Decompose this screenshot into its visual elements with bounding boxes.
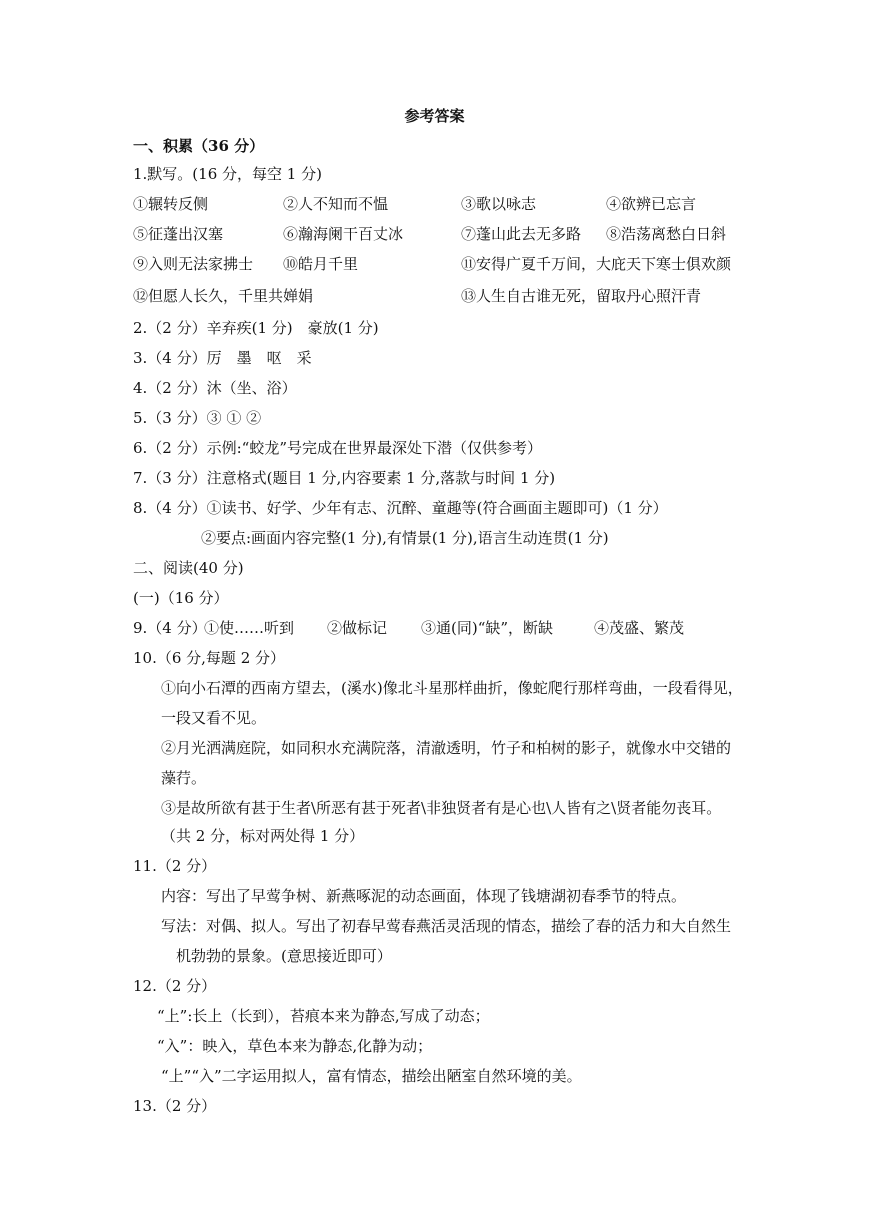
q9-item-1: ①使……听到: [204, 619, 295, 637]
q11-line-2: 写法：对偶、拟人。写出了初春早莺春燕活灵活现的情态，描绘了春的活力和大自然生: [161, 917, 732, 935]
q9-label: 9.（4 分）: [133, 619, 207, 637]
q10-line-1: ①向小石潭的西南方望去，(溪水)像北斗星那样曲折，像蛇爬行那样弯曲，一段看得见，: [161, 679, 743, 697]
q8-line-2: ②要点:画面内容完整(1 分),有情景(1 分),语言生动连贯(1 分): [201, 529, 609, 547]
q6-answer: 6.（2 分）示例:“蛟龙”号完成在世界最深处下潜（仅供参考）: [133, 439, 543, 457]
blank-8: ⑧浩荡离愁白日斜: [606, 225, 727, 243]
q10-label: 10.（6 分,每题 2 分）: [133, 649, 286, 667]
q10-line-5: ③是故所欲有甚于生者\所恶有甚于死者\非独贤者有是心也\人皆有之\贤者能勿丧耳。: [161, 799, 722, 817]
q10-line-4: 藻荇。: [161, 769, 207, 787]
q11-line-3: 机勃勃的景象。(意思接近即可）: [176, 947, 392, 965]
q9-item-3: ③通(同)“缺”，断缺: [421, 619, 554, 637]
q12-label: 12.（2 分）: [133, 977, 217, 995]
blank-3: ③歌以咏志: [461, 195, 537, 213]
q10-line-6: （共 2 分，标对两处得 1 分）: [161, 827, 365, 845]
blank-5: ⑤征蓬出汉塞: [133, 225, 224, 243]
q12-line-3: “上”“入”二字运用拟人，富有情态，描绘出陋室自然环境的美。: [161, 1067, 582, 1085]
blank-10: ⑩皓月千里: [283, 255, 359, 273]
q7-answer: 7.（3 分）注意格式(题目 1 分,内容要素 1 分,落款与时间 1 分): [133, 469, 556, 487]
section2-heading: 二、阅读(40 分): [133, 559, 244, 577]
q11-line-1: 内容：写出了早莺争树、新燕啄泥的动态画面，体现了钱塘湖初春季节的特点。: [161, 887, 687, 905]
q10-line-2: 一段又看不见。: [161, 709, 267, 727]
part1-heading: (一)（16 分）: [133, 589, 229, 607]
q2-answer: 2.（2 分）辛弃疾(1 分) 豪放(1 分): [133, 319, 379, 337]
blank-1: ①辗转反侧: [133, 195, 209, 213]
q5-answer: 5.（3 分）③ ① ②: [133, 409, 262, 427]
blank-11: ⑪安得广夏千万间，大庇天下寒士俱欢颜: [461, 255, 732, 273]
q9-item-2: ②做标记: [327, 619, 388, 637]
q12-line-1: “上”:长上（长到），苔痕本来为静态,写成了动态；: [157, 1007, 490, 1025]
blank-13: ⑬人生自古谁无死，留取丹心照汗青: [461, 287, 702, 305]
page-title: 参考答案: [404, 107, 465, 125]
blank-12: ⑫但愿人长久，千里共婵娟: [133, 287, 314, 305]
q11-label: 11.（2 分）: [133, 857, 217, 875]
q8-line-1: 8.（4 分）①读书、好学、少年有志、沉醉、童趣等(符合画面主题即可)（1 分）: [133, 499, 668, 517]
blank-7: ⑦蓬山此去无多路: [461, 225, 582, 243]
blank-6: ⑥瀚海阑干百丈冰: [283, 225, 404, 243]
q3-answer: 3.（4 分）厉 墨 呕 采: [133, 349, 312, 367]
q4-answer: 4.（2 分）沐（坐、浴）: [133, 379, 297, 397]
q1-label: 1.默写。(16 分，每空 1 分): [133, 165, 322, 183]
section1-heading: 一、积累（36 分）: [133, 137, 265, 155]
blank-2: ②人不知而不愠: [283, 195, 389, 213]
blank-9: ⑨入则无法家拂士: [133, 255, 254, 273]
q13-label: 13.（2 分）: [133, 1097, 217, 1115]
blank-4: ④欲辨已忘言: [606, 195, 697, 213]
q9-item-4: ④茂盛、繁茂: [594, 619, 685, 637]
q10-line-3: ②月光洒满庭院，如同积水充满院落，清澈透明，竹子和柏树的影子，就像水中交错的: [161, 739, 732, 757]
q12-line-2: “入”：映入，草色本来为静态,化静为动；: [157, 1037, 433, 1055]
